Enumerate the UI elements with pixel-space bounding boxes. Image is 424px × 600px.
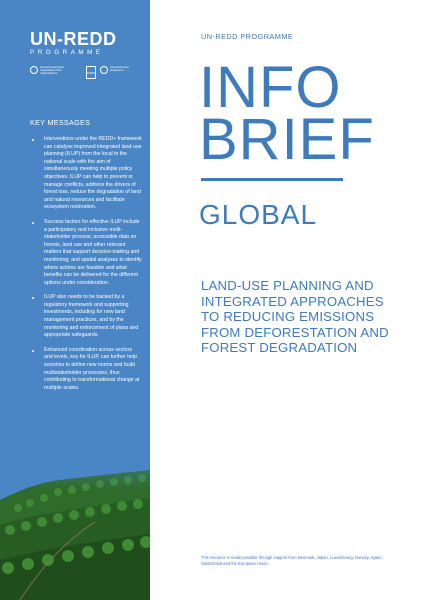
region-label: GLOBAL — [199, 199, 318, 230]
brand-subtitle: PROGRAMME — [30, 49, 104, 56]
forest-aerial-image — [0, 430, 150, 600]
key-message-text: Enhanced coordination across sectors and levels, key for ILUP, can further help societies to define new norms and build multistakeholder processes, thus contributing to transformational change at multiple scales. — [44, 346, 140, 391]
support-footnote: This resource is made possible through support from Denmark, Japan, Luxembourg, Norway, Spain, Switzerland and the European Union. — [201, 555, 383, 566]
key-message-text: Success factors for effective ILUP include a participatory and inclusive multi-stakeholder process; accessible data on forests, land use and other relevant matters that support decision-making and monitoring; and spatial analyses to identify where actions are feasible and what benefits can be delivered for the different options under consideration. — [44, 218, 142, 286]
key-messages-heading: KEY MESSAGES — [30, 118, 91, 127]
brand-name: UN-REDD — [30, 29, 117, 49]
list-item — [30, 219, 142, 287]
unep-emblem-icon — [100, 66, 108, 74]
bullet-icon — [32, 297, 34, 299]
undp-logo-text: UNDP — [87, 71, 95, 75]
brief-headline: LAND-USE PLANNING AND INTEGRATED APPROACHES TO REDUCING EMISSIONS FROM DEFORESTATION AND FOREST DEGRADATION — [201, 278, 389, 355]
fao-logo-text: Food and Agriculture Organization of the United Nations — [40, 66, 64, 75]
key-message-text: ILUP also needs to be backed by a regulatory framework and supporting investments, including for new land management practices, and by the monitoring and enforcement of plans and appropriate safeguards. — [44, 294, 139, 339]
title-line-brief: BRIEF — [199, 107, 375, 172]
title-line-info: INFO — [199, 55, 342, 120]
list-item — [30, 136, 142, 212]
programme-label: UN-REDD PROGRAMME — [201, 32, 294, 41]
brand-logo — [30, 30, 140, 57]
sidebar — [0, 0, 150, 600]
bullet-icon — [32, 350, 34, 352]
partner-logos — [30, 66, 129, 78]
key-messages-list — [30, 136, 142, 399]
bullet-icon — [32, 139, 34, 141]
page-title — [199, 55, 375, 172]
bullet-icon — [32, 222, 34, 224]
fao-emblem-icon — [30, 66, 38, 74]
key-message-text: Interventions under the REDD+ framework can catalyse improved integrated land-use planning (ILUP) from the local to the national scale with the aim of simultaneously meeting multiple policy objectives. ILUP can help to prevent or manage conflicts, address the drivers of forest loss, reduce the degradation of land and natural resources and facilitate ecosystem restoration. — [44, 136, 142, 211]
unep-logo-text: UN environment programme — [110, 66, 129, 72]
list-item — [30, 347, 142, 393]
list-item — [30, 294, 142, 340]
undp-logo — [86, 66, 96, 79]
title-divider — [201, 178, 343, 181]
